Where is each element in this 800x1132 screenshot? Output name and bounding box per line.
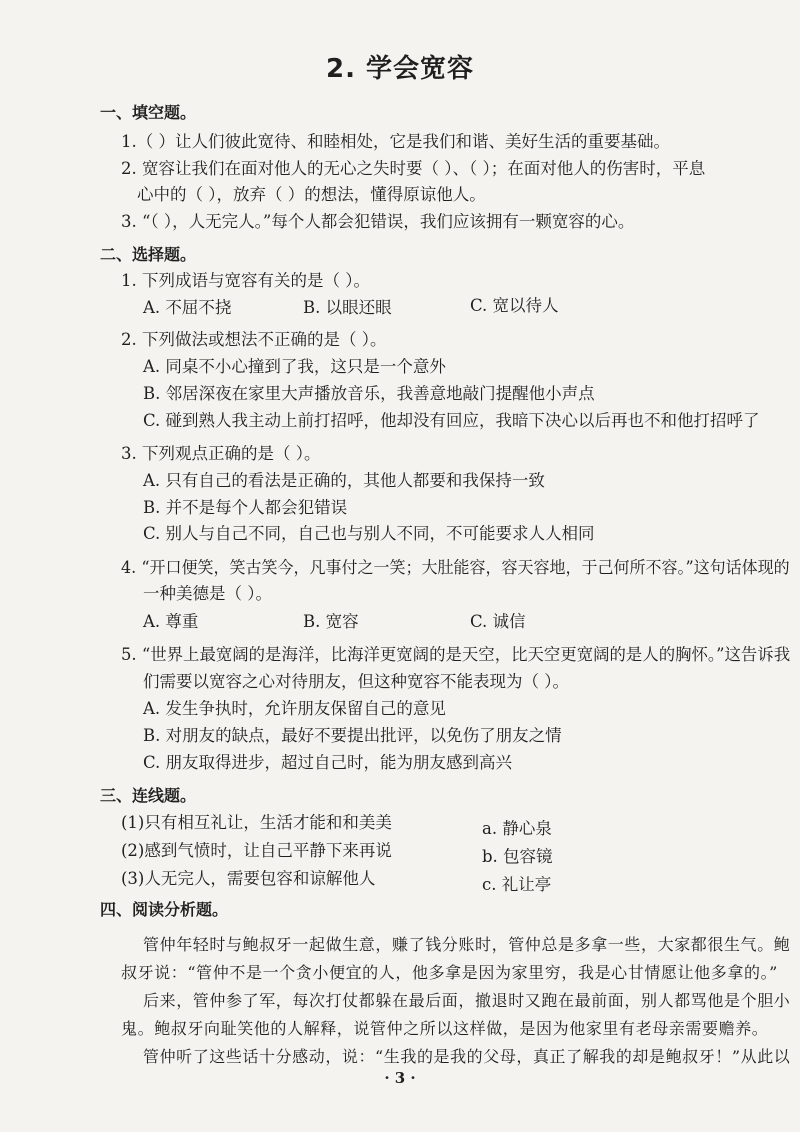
choice-question-1: 1. 下列成语与宽容有关的是（ ）。	[121, 271, 370, 290]
choice-q5-option-a: A. 发生争执时，允许朋友保留自己的意见	[143, 699, 446, 718]
choice-question-5-line-2: 们需要以宽容之心对待朋友，但这种宽容不能表现为（ ）。	[143, 672, 569, 691]
choice-q3-option-b: B. 并不是每个人都会犯错误	[143, 498, 348, 517]
choice-q2-option-c: C. 碰到熟人我主动上前打招呼，他却没有回应，我暗下决心以后再也不和他打招呼了	[143, 411, 760, 430]
choice-q4-option-a: A. 尊重	[143, 612, 199, 631]
fill-question-3: 3. “（ ），人无完人。”每个人都会犯错误，我们应该拥有一颗宽容的心。	[121, 212, 635, 231]
choice-question-4-line-1: 4. “开口便笑，笑古笑今，凡事付之一笑；大肚能容，容天容地，于己何所不容。”这句话体现的	[121, 558, 790, 577]
section-choice-heading: 二、选择题。	[100, 245, 197, 264]
fill-question-1: 1.（ ）让人们彼此宽待、和睦相处，它是我们和谐、美好生活的重要基础。	[121, 132, 670, 151]
choice-question-3: 3. 下列观点正确的是（ ）。	[121, 444, 321, 463]
choice-q4-option-c: C. 诚信	[470, 612, 526, 631]
choice-question-2: 2. 下列做法或想法不正确的是（ ）。	[121, 330, 387, 349]
choice-q4-option-b: B. 宽容	[303, 612, 359, 631]
choice-q2-option-b: B. 邻居深夜在家里大声播放音乐，我善意地敲门提醒他小声点	[143, 384, 595, 403]
choice-q3-option-a: A. 只有自己的看法是正确的，其他人都要和我保持一致	[143, 471, 545, 490]
choice-q1-option-b: B. 以眼还眼	[303, 298, 392, 317]
match-right-c: c. 礼让亭	[482, 875, 552, 894]
choice-question-5-line-1: 5. “世界上最宽阔的是海洋，比海洋更宽阔的是天空，比天空更宽阔的是人的胸怀。”这告诉我	[121, 645, 791, 664]
reading-paragraph-2-line-2: 鬼。鲍叔牙向耻笑他的人解释，说管仲之所以这样做，是因为他家里有老母亲需要赡养。	[121, 1019, 769, 1038]
choice-q1-option-c: C. 宽以待人	[470, 296, 559, 315]
fill-question-2-line-1: 2. 宽容让我们在面对他人的无心之失时要（ ）、（ ）；在面对他人的伤害时，平息	[121, 159, 706, 178]
section-fill-in-heading: 一、填空题。	[100, 103, 197, 122]
match-left-3: (3)人无完人，需要包容和谅解他人	[121, 869, 376, 888]
reading-paragraph-2-line-1: 后来，管仲参了军，每次打仗都躲在最后面，撤退时又跑在最前面，别人都骂他是个胆小	[143, 991, 791, 1010]
reading-paragraph-1-line-2: 叔牙说：“管仲不是一个贪小便宜的人，他多拿是因为家里穷，我是心甘情愿让他多拿的。”	[121, 963, 778, 982]
choice-q2-option-a: A. 同桌不小心撞到了我，这只是一个意外	[143, 357, 446, 376]
match-left-1: (1)只有相互礼让，生活才能和和美美	[121, 813, 392, 832]
reading-paragraph-3-line-1: 管仲听了这些话十分感动，说：“生我的是我的父母，真正了解我的却是鲍叔牙！”从此以	[143, 1047, 791, 1066]
choice-q5-option-c: C. 朋友取得进步，超过自己时，能为朋友感到高兴	[143, 753, 513, 772]
page-title: 2. 学会宽容	[325, 54, 475, 84]
choice-q1-option-a: A. 不屈不挠	[143, 298, 232, 317]
match-right-a: a. 静心泉	[482, 819, 552, 838]
match-right-b: b. 包容镜	[482, 847, 553, 866]
reading-paragraph-1-line-1: 管仲年轻时与鲍叔牙一起做生意，赚了钱分账时，管仲总是多拿一些，大家都很生气。鲍	[143, 935, 791, 954]
fill-question-2-line-2: 心中的（ ），放弃（ ）的想法，懂得原谅他人。	[137, 185, 486, 204]
choice-question-4-line-2: 一种美德是（ ）。	[143, 584, 272, 603]
choice-q5-option-b: B. 对朋友的缺点，最好不要提出批评，以免伤了朋友之情	[143, 726, 562, 745]
choice-q3-option-c: C. 别人与自己不同，自己也与别人不同，不可能要求人人相同	[143, 524, 595, 543]
section-matching-heading: 三、连线题。	[100, 786, 197, 805]
match-left-2: (2)感到气愤时，让自己平静下来再说	[121, 841, 392, 860]
page-number: · 3 ·	[384, 1069, 416, 1087]
section-reading-heading: 四、阅读分析题。	[100, 900, 229, 919]
